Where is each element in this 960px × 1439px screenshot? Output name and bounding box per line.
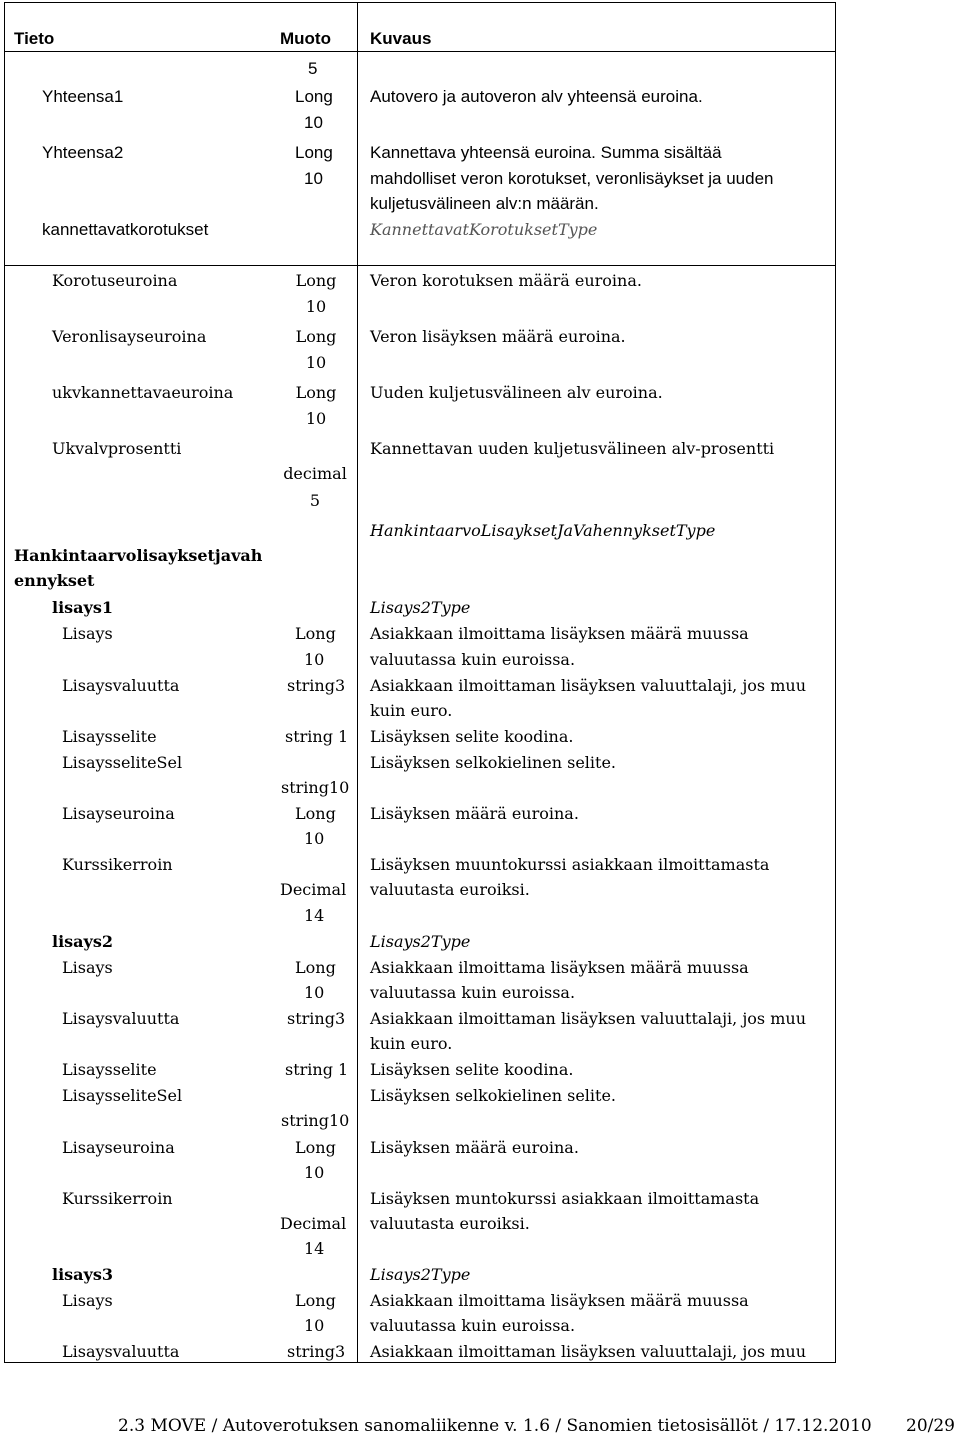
- desc-valuutta-2: kuin euro.: [370, 701, 453, 720]
- desc-lisays-1: Asiakkaan ilmoittama lisäyksen määrä muussa: [370, 958, 749, 977]
- field-lisaysvaluutta: Lisaysvaluutta: [62, 676, 180, 695]
- len-10: 10: [304, 1163, 325, 1182]
- len-14: 14: [304, 906, 325, 925]
- num-5: 5: [308, 59, 318, 78]
- desc-selite: Lisäyksen selite koodina.: [370, 1060, 574, 1079]
- type-long: Long: [295, 1138, 336, 1157]
- header-kuvaus: Kuvaus: [370, 29, 432, 48]
- type-string3: string3: [287, 1009, 346, 1028]
- field-lisayseuroina: Lisayseuroina: [62, 1138, 175, 1157]
- field-lisays: Lisays: [62, 958, 113, 977]
- field-lisaysselitesel: LisaysseliteSel: [62, 753, 183, 772]
- desc-valuutta-1: Asiakkaan ilmoittaman lisäyksen valuuttalaji, jos muu: [370, 1009, 807, 1028]
- type-long: Long: [295, 327, 337, 346]
- field-ukvkannettavaeuroina: ukvkannettavaeuroina: [52, 383, 234, 402]
- type-string1: string 1: [285, 1060, 349, 1079]
- footer-document-info: 2.3 MOVE / Autoverotuksen sanomaliikenne v. 1.6 / Sanomien tietosisällöt / 17.12.2010: [118, 1416, 872, 1436]
- type-long: Long: [295, 804, 336, 823]
- field-lisaysselite: Lisaysselite: [62, 727, 157, 746]
- field-lisaysselitesel: LisaysseliteSel: [62, 1086, 183, 1105]
- num-10: 10: [304, 169, 323, 188]
- desc-selitesel: Lisäyksen selkokielinen selite.: [370, 1086, 616, 1105]
- field-veronlisayseuroina: Veronlisayseuroina: [52, 327, 207, 346]
- len-10: 10: [304, 983, 325, 1002]
- desc-valuutta-1: Asiakkaan ilmoittaman lisäyksen valuuttalaji, jos muu: [370, 676, 807, 695]
- type-hankintaarvo: HankintaarvoLisayksetJaVahennyksetType: [370, 521, 716, 540]
- desc-kurssi-1: Lisäyksen muuntokurssi asiakkaan ilmoittamasta: [370, 855, 770, 874]
- desc-ukvkannettavaeuroina: Uuden kuljetusvälineen alv euroina.: [370, 383, 663, 402]
- field-hankintaarvo-2: ennykset: [14, 571, 95, 590]
- field-lisaysvaluutta: Lisaysvaluutta: [62, 1342, 180, 1361]
- type-kannettavatkorotukset: KannettavatKorotuksetType: [370, 220, 598, 239]
- type-string1: string 1: [285, 727, 349, 746]
- type-long: Long: [295, 87, 333, 106]
- len-14: 14: [304, 1239, 325, 1258]
- desc-valuutta-2: kuin euro.: [370, 1034, 453, 1053]
- len-10: 10: [305, 409, 327, 428]
- desc-yhteensa2-3: kuljetusvälineen alv:n määrän.: [370, 194, 599, 213]
- header-muoto: Muoto: [280, 29, 331, 48]
- desc-korotuseuroina: Veron korotuksen määrä euroina.: [370, 271, 642, 290]
- field-lisaysselite: Lisaysselite: [62, 1060, 157, 1079]
- field-hankintaarvo-1: Hankintaarvolisayksetjavah: [14, 546, 263, 565]
- desc-yhteensa2-1: Kannettava yhteensä euroina. Summa sisältää: [370, 143, 722, 162]
- field-lisaysvaluutta: Lisaysvaluutta: [62, 1009, 180, 1028]
- desc-valuutta-1: Asiakkaan ilmoittaman lisäyksen valuuttalaji, jos muu: [370, 1342, 807, 1361]
- len-10: 10: [305, 297, 327, 316]
- field-ukvalvprosentti: Ukvalvprosentti: [52, 439, 182, 458]
- type-long: Long: [295, 1291, 336, 1310]
- desc-ukvalvprosentti: Kannettavan uuden kuljetusvälineen alv-prosentti: [370, 439, 775, 458]
- group-lisays3: lisays3: [52, 1265, 113, 1284]
- desc-lisays-2: valuutassa kuin euroissa.: [370, 983, 576, 1002]
- len-10: 10: [304, 1316, 325, 1335]
- type-long: Long: [295, 143, 333, 162]
- type-lisays2type: Lisays2Type: [370, 1265, 471, 1284]
- desc-selitesel: Lisäyksen selkokielinen selite.: [370, 753, 616, 772]
- desc-veronlisayseuroina: Veron lisäyksen määrä euroina.: [370, 327, 626, 346]
- len-10: 10: [304, 829, 325, 848]
- desc-kurssi-2: valuutasta euroiksi.: [370, 880, 530, 899]
- type-lisays2type: Lisays2Type: [370, 598, 471, 617]
- desc-euroina: Lisäyksen määrä euroina.: [370, 1138, 579, 1157]
- len-10: 10: [304, 650, 325, 669]
- group-lisays2: lisays2: [52, 932, 113, 951]
- field-kurssikerroin: Kurssikerroin: [62, 855, 173, 874]
- type-lisays2type: Lisays2Type: [370, 932, 471, 951]
- type-string10: string10: [281, 1111, 350, 1130]
- type-decimal: Decimal: [280, 1214, 347, 1233]
- len-5: 5: [309, 491, 321, 510]
- field-korotuseuroina: Korotuseuroina: [52, 271, 178, 290]
- field-lisays: Lisays: [62, 624, 113, 643]
- desc-yhteensa1: Autovero ja autoveron alv yhteensä euroina.: [370, 87, 703, 106]
- desc-yhteensa2-2: mahdolliset veron korotukset, veronlisäykset ja uuden: [370, 169, 774, 188]
- type-long: Long: [295, 958, 336, 977]
- field-yhteensa1: Yhteensa1: [42, 87, 124, 106]
- group-lisays1: lisays1: [52, 598, 113, 617]
- desc-selite: Lisäyksen selite koodina.: [370, 727, 574, 746]
- field-yhteensa2: Yhteensa2: [42, 143, 124, 162]
- desc-euroina: Lisäyksen määrä euroina.: [370, 804, 579, 823]
- field-kannettavatkorotukset: kannettavatkorotukset: [42, 220, 209, 239]
- type-string3: string3: [287, 676, 346, 695]
- header-tieto: Tieto: [14, 29, 55, 48]
- type-string3: string3: [287, 1342, 346, 1361]
- type-long: Long: [295, 624, 336, 643]
- type-decimal: Decimal: [280, 880, 347, 899]
- field-kurssikerroin: Kurssikerroin: [62, 1189, 173, 1208]
- desc-lisays-2: valuutassa kuin euroissa.: [370, 1316, 576, 1335]
- field-lisayseuroina: Lisayseuroina: [62, 804, 175, 823]
- type-long: Long: [295, 383, 337, 402]
- desc-kurssi-2: valuutasta euroiksi.: [370, 1214, 530, 1233]
- desc-kurssi-1: Lisäyksen muntokurssi asiakkaan ilmoittamasta: [370, 1189, 760, 1208]
- desc-lisays-2: valuutassa kuin euroissa.: [370, 650, 576, 669]
- footer-page-number: 20/29: [906, 1416, 955, 1436]
- desc-lisays-1: Asiakkaan ilmoittama lisäyksen määrä muussa: [370, 624, 749, 643]
- num-10: 10: [304, 113, 323, 132]
- desc-lisays-1: Asiakkaan ilmoittama lisäyksen määrä muussa: [370, 1291, 749, 1310]
- type-string10: string10: [281, 778, 350, 797]
- type-long: Long: [295, 271, 337, 290]
- type-decimal: decimal: [283, 464, 347, 483]
- field-lisays: Lisays: [62, 1291, 113, 1310]
- len-10: 10: [305, 353, 327, 372]
